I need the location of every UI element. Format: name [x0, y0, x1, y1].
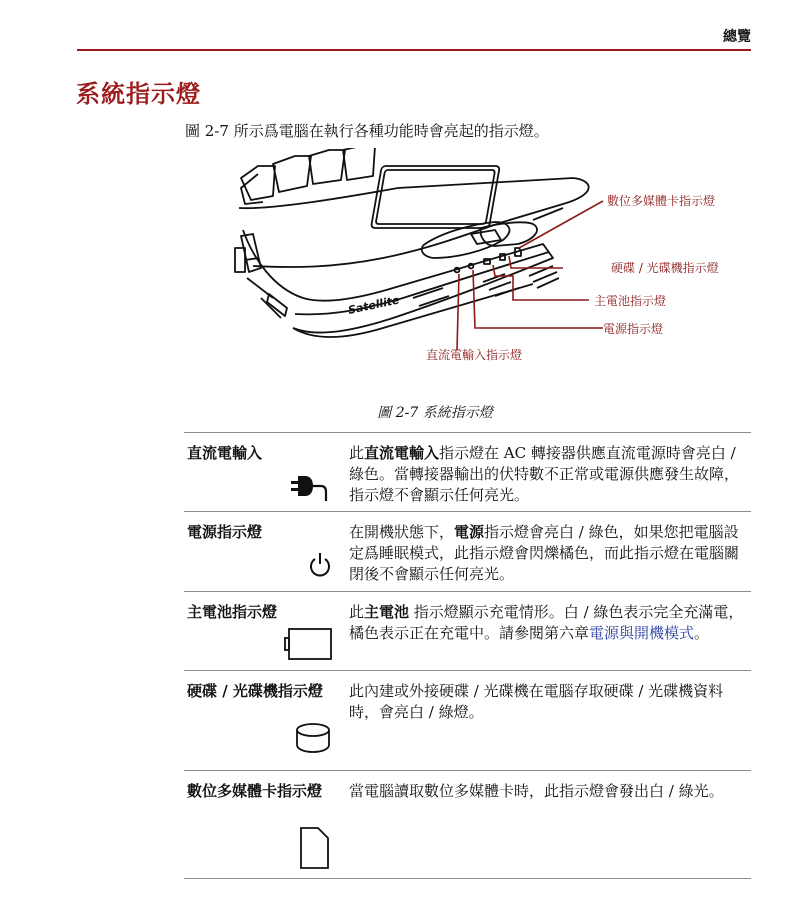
indicator-name: 硬碟 / 光碟機指示燈: [187, 682, 323, 700]
memory-card-icon: [299, 826, 331, 874]
led-hdd: [500, 254, 505, 260]
callout-power: 電源指示燈: [603, 322, 664, 336]
table-row: [184, 670, 751, 770]
touchpad: [371, 166, 500, 228]
header-rule: [77, 49, 751, 51]
battery-icon: [284, 627, 334, 665]
section-title: 系統指示燈: [76, 80, 201, 108]
brand-logo: Satellite: [346, 293, 401, 317]
indicator-name: 主電池指示燈: [187, 603, 278, 621]
indicator-description: 此內建或外接硬碟 / 光碟機在電腦存取硬碟 / 光碟機資料時，會亮白 / 綠燈。: [349, 682, 724, 721]
indicator-name: 電源指示燈: [187, 523, 263, 541]
palm-rest: [239, 178, 589, 267]
laptop-figure: [233, 148, 753, 373]
chapter-link[interactable]: 電源與開機模式: [589, 624, 695, 642]
power-icon: [308, 552, 332, 582]
dc-plug-icon: [291, 471, 333, 505]
keyboard-key: [273, 156, 311, 192]
led-battery: [484, 259, 490, 264]
disk-icon: [294, 722, 334, 758]
indicator-description: 當電腦讀取數位多媒體卡時，此指示燈會發出白 / 綠光。: [349, 782, 724, 800]
callout-main-battery: 主電池指示燈: [594, 294, 667, 308]
table-row: [184, 591, 751, 670]
indicator-description: 在開機狀態下，電源指示燈會亮白 / 綠色，如果您把電腦設定爲睡眠模式，此指示燈會閃爍橘色，而此指示燈在電腦關閉後不會顯示任何亮光。: [349, 523, 740, 583]
chapter-header: 總覽: [723, 29, 751, 45]
indicator-description: 此主電池 指示燈顯示充電情形。白 / 綠色表示完全充滿電，橘色表示正在充電中。請參閱第六章電源與開機模式。: [349, 603, 744, 642]
table-row: [184, 770, 751, 879]
callout-hdd-odd: 硬碟 / 光碟機指示燈: [611, 261, 719, 275]
indicator-name: 數位多媒體卡指示燈: [187, 782, 323, 800]
keyboard-key: [343, 148, 375, 180]
table-row: [184, 432, 751, 511]
intro-text: 圖 2-7 所示爲電腦在執行各種功能時會亮起的指示燈。: [185, 122, 549, 140]
indicator-name: 直流電輸入: [187, 444, 263, 462]
table-row: [184, 511, 751, 591]
indicator-description: 此直流電輸入指示燈在 AC 轉接器供應直流電源時會亮白 / 綠色。當轉接器輸出的伏特數不正常或電源供應發生故障，指示燈不會顯示任何亮光。: [349, 444, 740, 504]
indicator-table: [184, 432, 751, 879]
figure-caption: 圖 2-7 系統指示燈: [377, 405, 493, 421]
callout-bridge-media: 數位多媒體卡指示燈: [607, 194, 716, 208]
keyboard-key: [309, 150, 345, 184]
callout-dc-in: 直流電輸入指示燈: [426, 348, 523, 362]
